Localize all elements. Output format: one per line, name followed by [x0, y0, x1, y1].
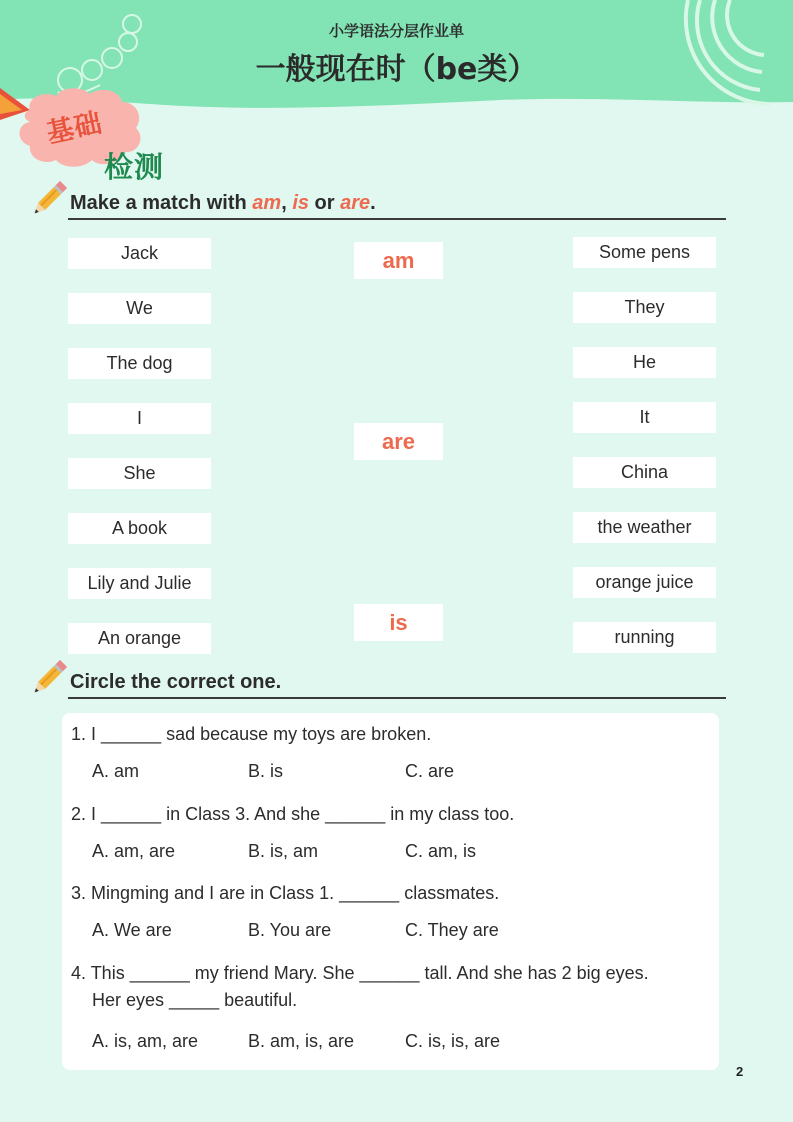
- q4-option-c[interactable]: C. is, is, are: [405, 1031, 501, 1051]
- match-right-item[interactable]: orange juice: [573, 567, 716, 598]
- q2-option-a[interactable]: A. am, are: [92, 841, 176, 861]
- match-left-item[interactable]: We: [68, 293, 211, 324]
- match-right-item[interactable]: Some pens: [573, 237, 716, 268]
- match-right-item[interactable]: It: [573, 402, 716, 433]
- match-right-item[interactable]: He: [573, 347, 716, 378]
- q2-option-b[interactable]: B. is, am: [248, 841, 319, 861]
- q3-option-c[interactable]: C. They are: [405, 920, 499, 940]
- question-3: 3. Mingming and I are in Class 1. ______ classmates.: [71, 883, 500, 903]
- badge-label-bottom: 检测: [104, 150, 165, 184]
- match-right-item[interactable]: the weather: [573, 512, 716, 543]
- section1-heading: Make a match with am, is or are.: [70, 192, 376, 214]
- match-verb-are[interactable]: are: [354, 423, 443, 460]
- worksheet-title: 一般现在时（be类）: [255, 52, 538, 87]
- match-left-item[interactable]: She: [68, 458, 211, 489]
- match-left-item[interactable]: A book: [68, 513, 211, 544]
- match-left-item[interactable]: I: [68, 403, 211, 434]
- match-right-item[interactable]: China: [573, 457, 716, 488]
- question-4: 4. This ______ my friend Mary. She ______ tall. And she has 2 big eyes.: [71, 963, 649, 983]
- match-verb-is[interactable]: is: [354, 604, 443, 641]
- q3-option-b[interactable]: B. You are: [248, 920, 332, 940]
- match-left-item[interactable]: An orange: [68, 623, 211, 654]
- question-4-continued: Her eyes _____ beautiful.: [92, 990, 298, 1010]
- worksheet-subtitle: 小学语法分层作业单: [328, 22, 464, 40]
- q2-option-c[interactable]: C. am, is: [405, 841, 477, 861]
- q4-option-a[interactable]: A. is, am, are: [92, 1031, 199, 1051]
- page-number: 2: [736, 1064, 744, 1079]
- q4-option-b[interactable]: B. am, is, are: [248, 1031, 355, 1051]
- section2-divider: [68, 697, 726, 699]
- pencil-icon: [28, 180, 68, 220]
- badge-label-top: 基础: [44, 107, 106, 150]
- match-left-item[interactable]: Lily and Julie: [68, 568, 211, 599]
- match-verb-am[interactable]: am: [354, 242, 443, 279]
- q1-option-a[interactable]: A. am: [92, 761, 140, 781]
- q1-option-b[interactable]: B. is: [248, 761, 284, 781]
- match-right-item[interactable]: They: [573, 292, 716, 323]
- pencil-icon: [28, 659, 68, 699]
- section2-heading: Circle the correct one.: [70, 671, 282, 693]
- q3-option-a[interactable]: A. We are: [92, 920, 172, 940]
- match-left-item[interactable]: The dog: [68, 348, 211, 379]
- match-right-item[interactable]: running: [573, 622, 716, 653]
- section1-divider: [68, 218, 726, 220]
- q1-option-c[interactable]: C. are: [405, 761, 455, 781]
- question-1: 1. I ______ sad because my toys are broken.: [71, 724, 432, 744]
- question-2: 2. I ______ in Class 3. And she ______ in my class too.: [71, 804, 515, 824]
- match-left-item[interactable]: Jack: [68, 238, 211, 269]
